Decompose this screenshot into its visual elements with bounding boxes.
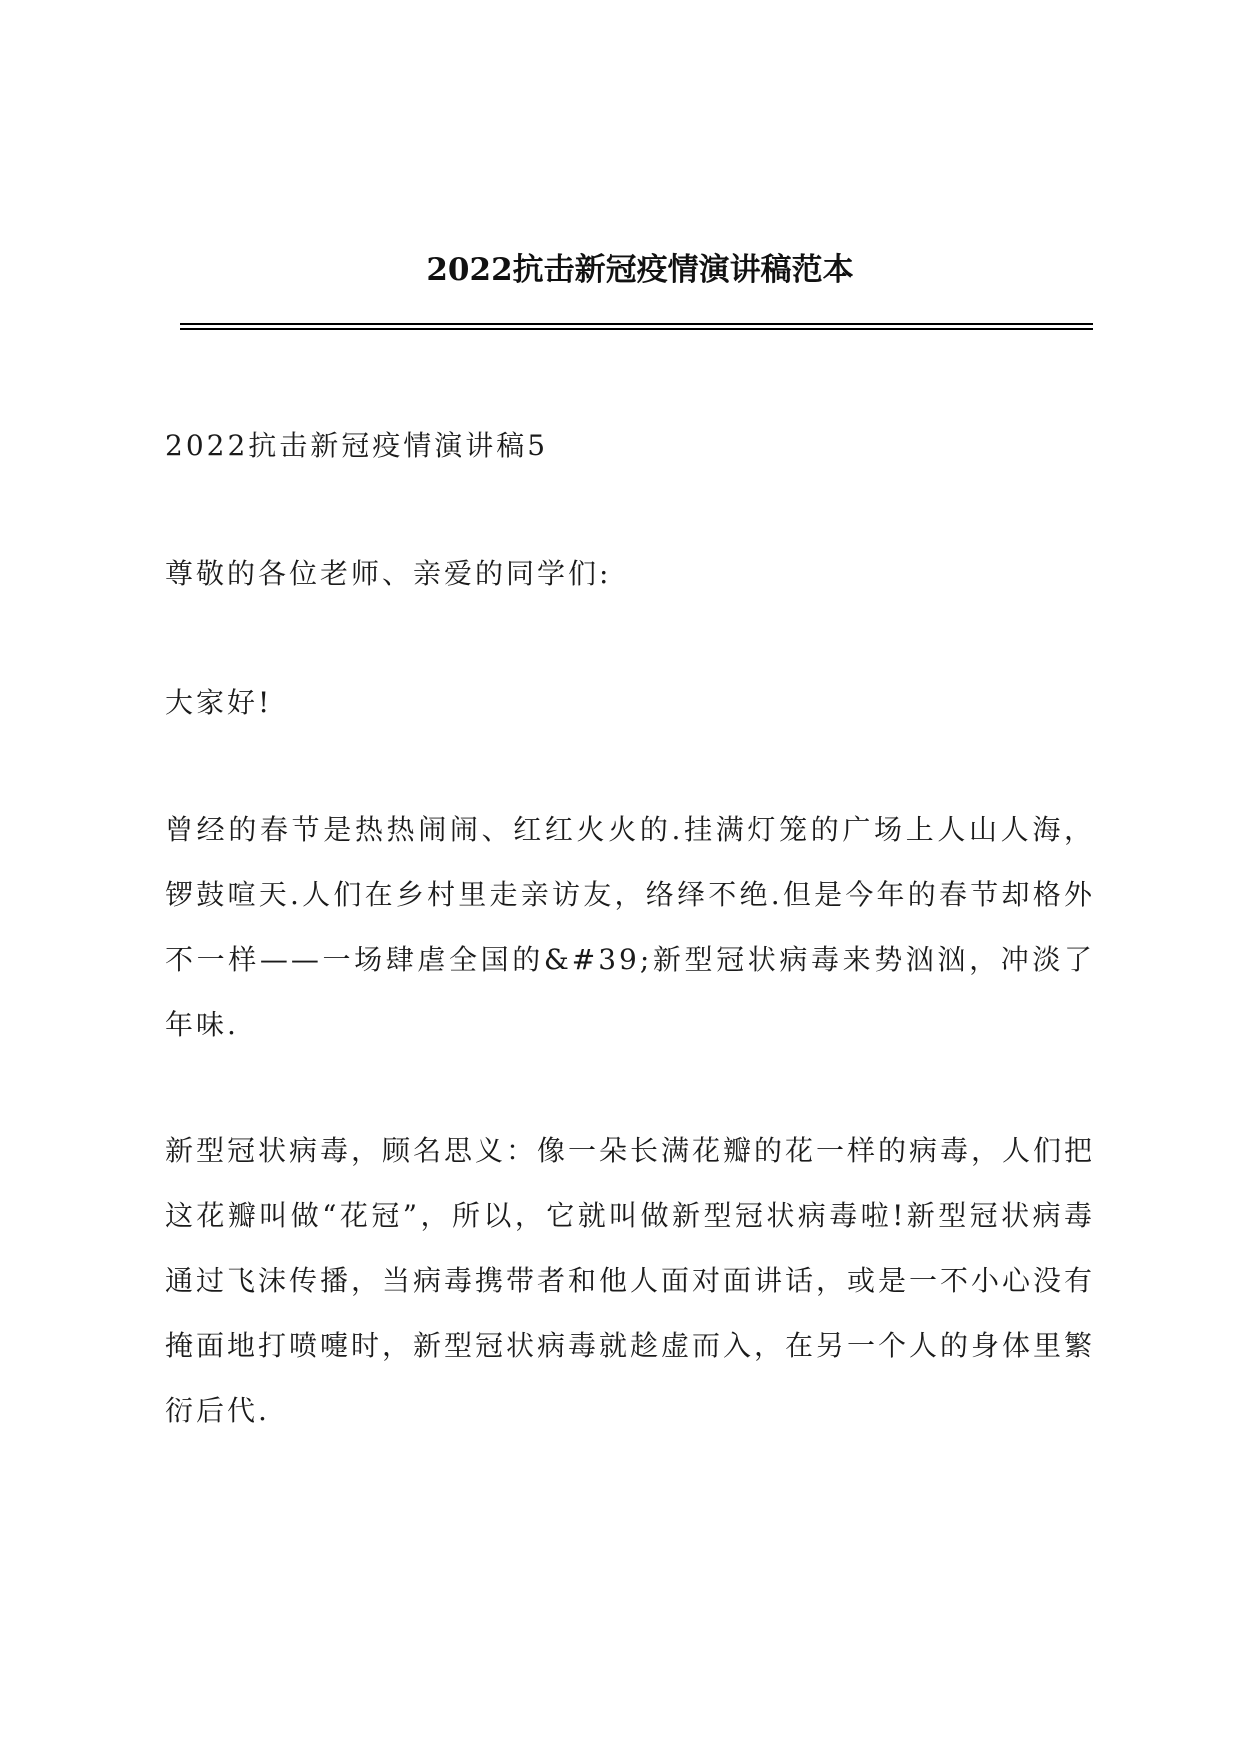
- salutation: 尊敬的各位老师、亲爱的同学们:: [165, 557, 612, 590]
- speech-subtitle: 2022抗击新冠疫情演讲稿5: [165, 429, 549, 462]
- document-title: 2022抗击新冠疫情演讲稿范本: [426, 252, 854, 288]
- body-paragraph: 曾经的春节是热热闹闹、红红火火的.挂满灯笼的广场上人山人海，锣鼓喧天.人们在乡村里走亲访友，络绎不绝.但是今年的春节却格外不一样——一场肆虐全国的&#39;新型冠状病毒来势汹汹，冲淡了年味.: [165, 813, 1095, 1041]
- body-paragraph: 新型冠状病毒，顾名思义：像一朵长满花瓣的花一样的病毒，人们把这花瓣叫做“花冠”，所以，它就叫做新型冠状病毒啦!新型冠状病毒通过飞沫传播，当病毒携带者和他人面对面讲话，或是一不小心没有掩面地打喷嚏时，新型冠状病毒就趁虚而入，在另一个人的身体里繁衍后代.: [165, 1134, 1096, 1427]
- title-rule-line-bottom: [180, 328, 1093, 330]
- greeting: 大家好!: [165, 686, 273, 719]
- title-double-rule: [180, 323, 1093, 330]
- title-rule-line-top: [180, 323, 1093, 325]
